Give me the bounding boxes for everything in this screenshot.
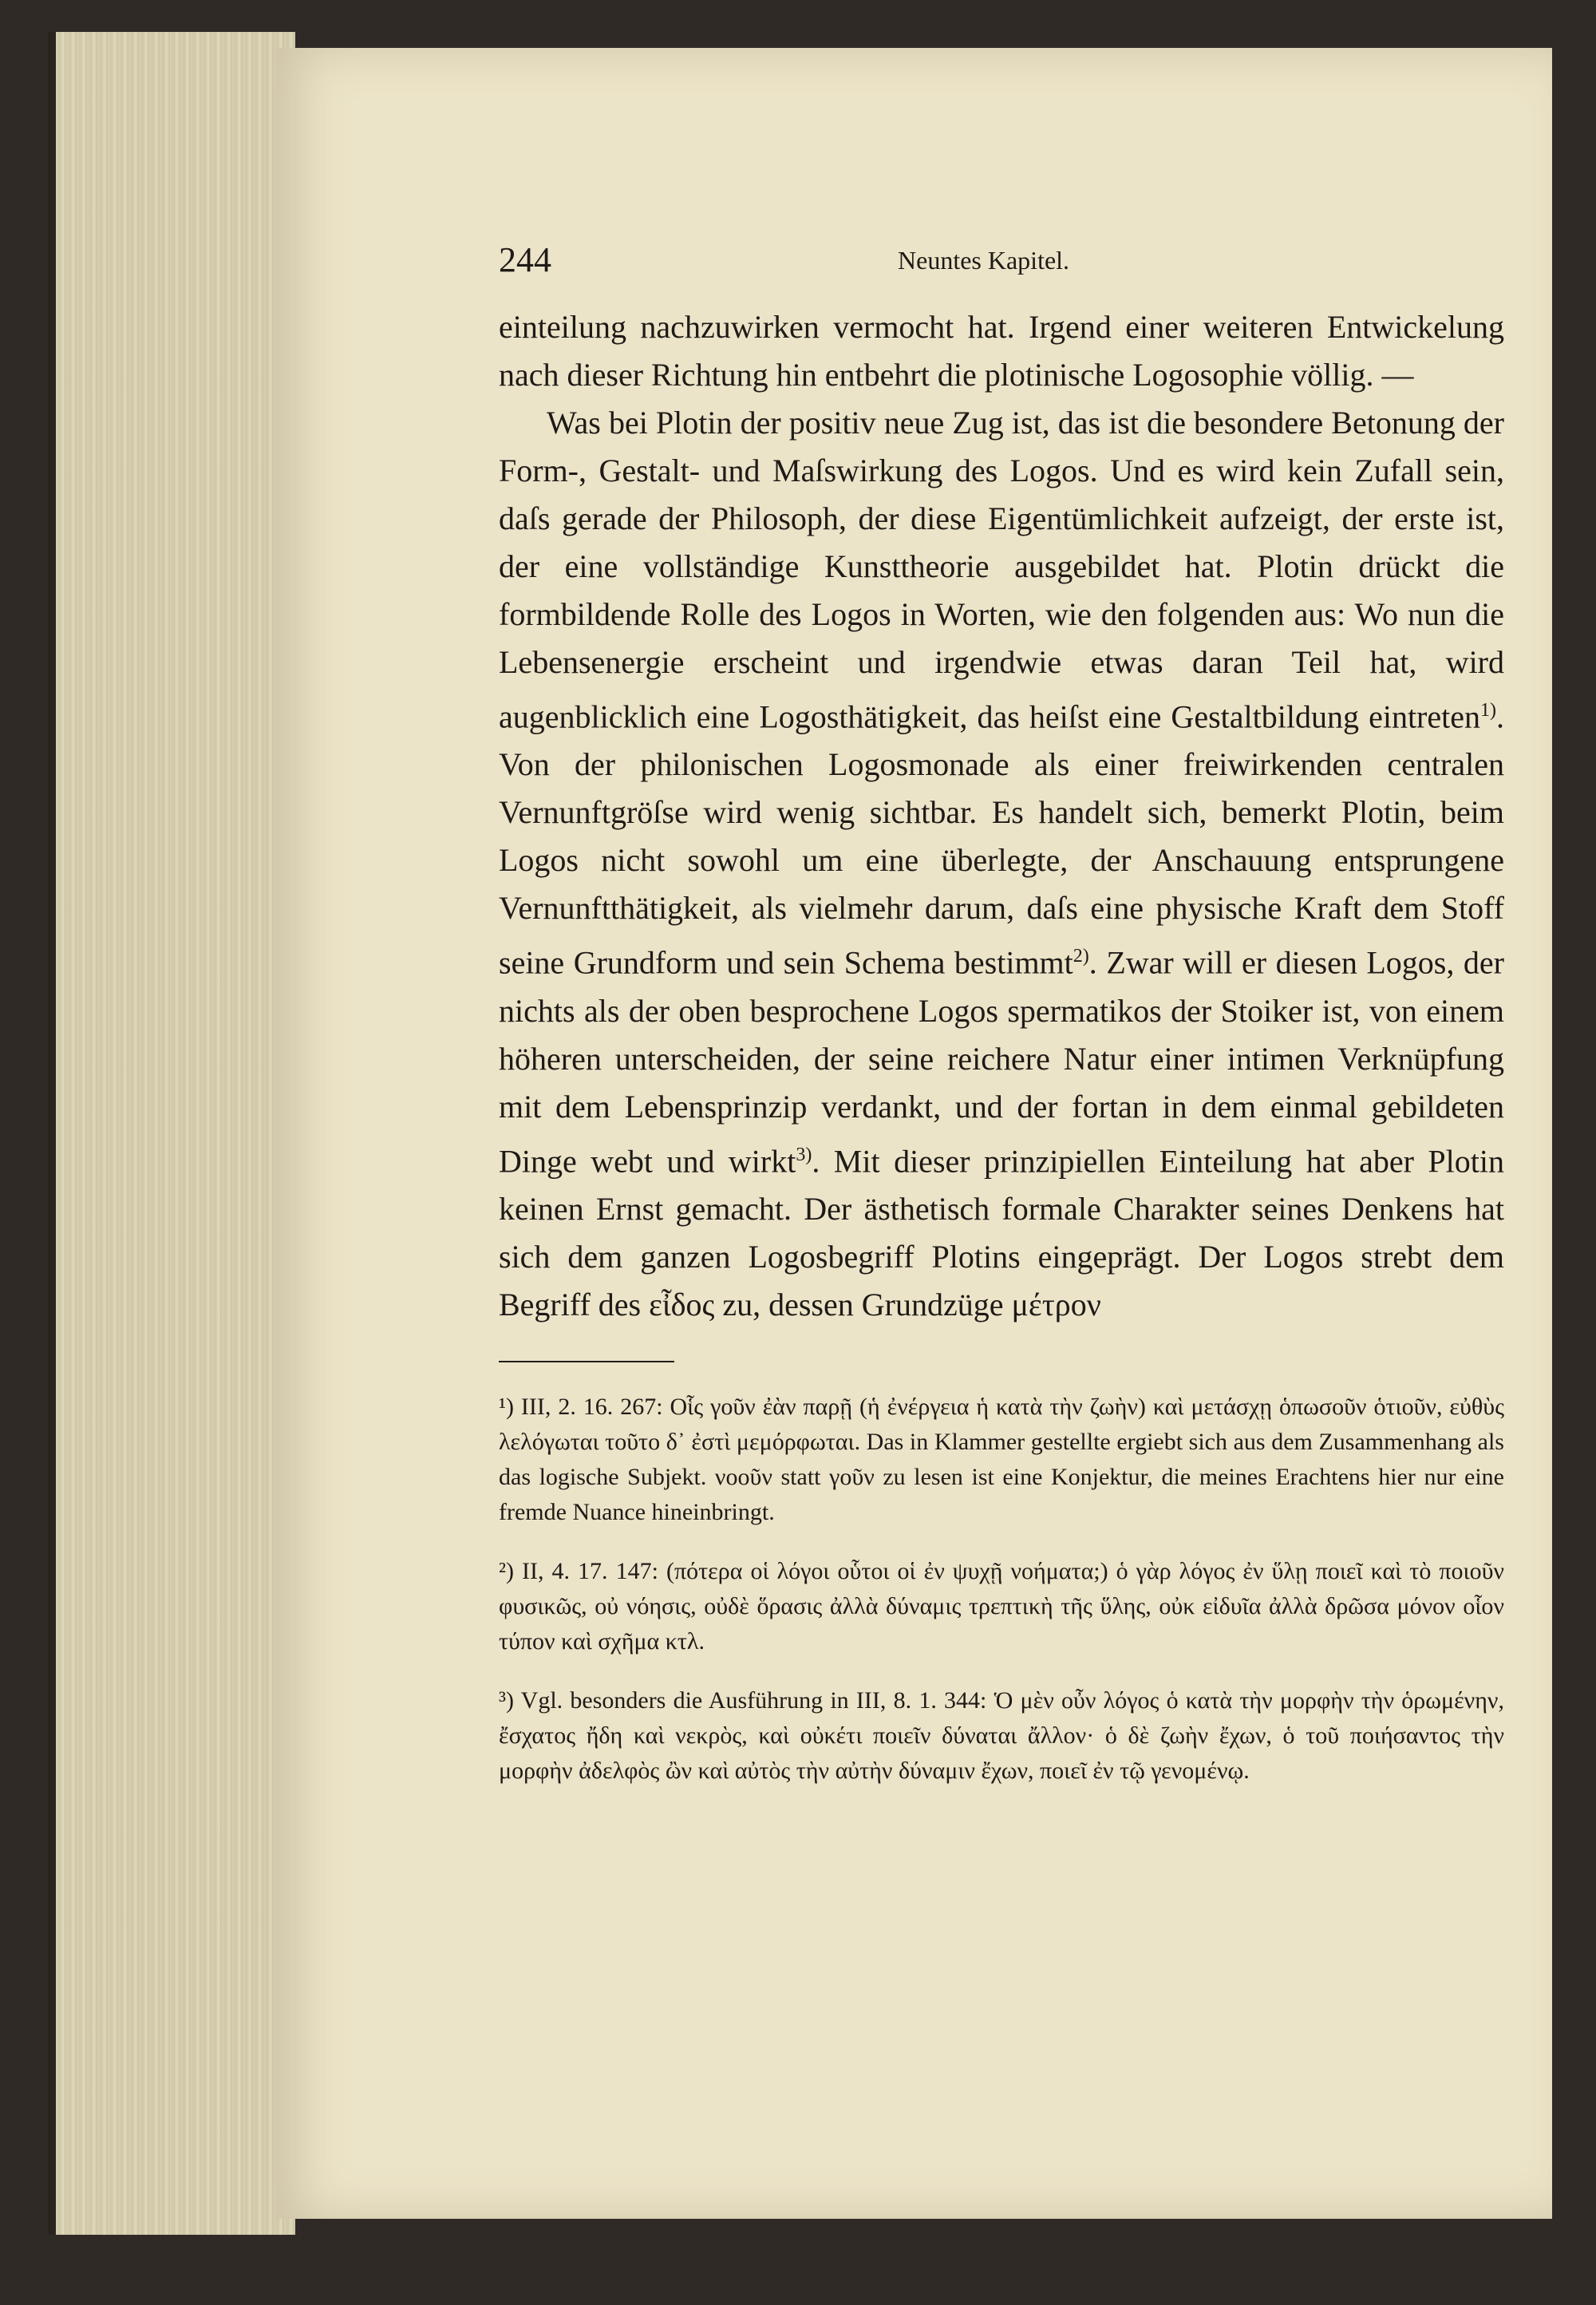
- footnotes: [499, 1390, 1504, 1789]
- paragraph-text: . Von der philonischen Logosmonade als einer freiwirkenden centralen Vernunftgröſse wird wenig sichtbar. Es handelt sich, bemerkt Plotin, beim Logos nicht sowohl um eine überlegte, der Anschauung entsprungene Vernunftthätigkeit, als vielmehr darum, daſs eine physische Kraft dem Stoff seine Grundform und sein Schema bestimmt: [499, 698, 1504, 981]
- paragraph-text: . Zwar will er diesen Logos, der nichts als der oben besprochene Logos spermatikos der Stoiker ist, von einem höheren unterscheiden, der seine reichere Natur einer intimen Verknüpfung mit dem Lebensprinzip verdankt, und der fortan in dem einmal gebildeten Dinge webt und wirkt: [499, 944, 1504, 1179]
- page-number: 244: [499, 240, 551, 279]
- paragraph-text: Was bei Plotin der positiv neue Zug ist, das ist die besondere Betonung der Form-, Gestalt- und Maſswirkung des Logos. Und es wird kein Zufall sein, daſs gerade der Philosoph, der diese Eigentümlichkeit aufzeigt, der erste ist, der eine vollständige Kunsttheorie ausgebildet hat. Plotin drückt die formbildende Rolle des Logos in Worten, wie den folgenden aus: Wo nun die Lebensenergie erscheint und irgendwie etwas daran Teil hat, wird augenblicklich eine Logosthätigkeit, das heiſst eine Gestaltbildung eintreten: [499, 405, 1504, 735]
- page-header: [499, 239, 1504, 303]
- footnote: ³) Vgl. besonders die Ausführung in III, 8. 1. 344: Ὁ μὲν οὖν λόγος ὁ κατὰ τὴν μορφὴν τὴν ὁρωμένην, ἔσχατος ἤδη καὶ νεκρὸς, καὶ οὐκέτι ποιεῖν δύναται ἄλλον· ὁ δὲ ζωὴν ἔχων, ὁ τοῦ ποιήσαντος τὴν μορφὴν ἀδελφὸς ὢν καὶ αὐτὸς τὴν αὐτὴν δύναμιν ἔχων, ποιεῖ ἐν τῷ γενομένῳ.: [499, 1686, 1504, 1784]
- paragraph-text: einteilung nachzuwirken vermocht hat. Irgend einer weiteren Entwickelung nach dieser Richtung hin entbehrt die plotinische Logosophie völlig. —: [499, 309, 1504, 393]
- footnote: ¹) III, 2. 16. 267: Οἷς γοῦν ἐὰν παρῇ (ἡ ἐνέργεια ἡ κατὰ τὴν ζωὴν) καὶ μετάσχῃ ὁπωσοῦν ὁτιοῦν, εὐθὺς λελόγωται τοῦτο δ᾽ ἐστὶ μεμόρφωται. Das in Klammer gestellte ergiebt sich aus dem Zusammenhang als das logische Subjekt. νοοῦν statt γοῦν zu lesen ist eine Konjektur, die meines Erachtens hier nur eine fremde Nuance hineinbringt.: [499, 1393, 1504, 1525]
- paragraph: [499, 303, 1504, 399]
- running-head: Neuntes Kapitel.: [898, 246, 1070, 275]
- paragraph-text: . Mit dieser prinzipiellen Einteilung hat aber Plotin keinen Ernst gemacht. Der ästhetisch formale Charakter seines Denkens hat sich dem ganzen Logosbegriff Plotins eingeprägt. Der Logos strebt dem Begriff des εἶδος zu, dessen Grundzüge μέτρον: [499, 1142, 1504, 1323]
- footnote-marker: 2): [1073, 946, 1089, 967]
- footnote-marker: 1): [1480, 700, 1496, 721]
- main-text: [499, 303, 1504, 1329]
- book-page: [275, 48, 1552, 2219]
- footnote-marker: 3): [796, 1144, 812, 1165]
- footnote: ²) II, 4. 17. 147: (πότερα οἱ λόγοι οὗτοι οἱ ἐν ψυχῇ νοήματα;) ὁ γὰρ λόγος ἐν ὕλῃ ποιεῖ καὶ τὸ ποιοῦν φυσικῶς, οὐ νόησις, οὐδὲ ὅρασις ἀλλὰ δύναμις τρεπτικὴ τῆς ὕλης, οὐκ εἰδυῖα ἀλλὰ δρῶσα μόνον οἷον τύπον καὶ σχῆμα κτλ.: [499, 1557, 1504, 1655]
- page-content: [499, 239, 1504, 1793]
- book-page-edges: [48, 32, 295, 2235]
- paragraph: [499, 399, 1504, 1329]
- footnote-divider: [499, 1361, 674, 1362]
